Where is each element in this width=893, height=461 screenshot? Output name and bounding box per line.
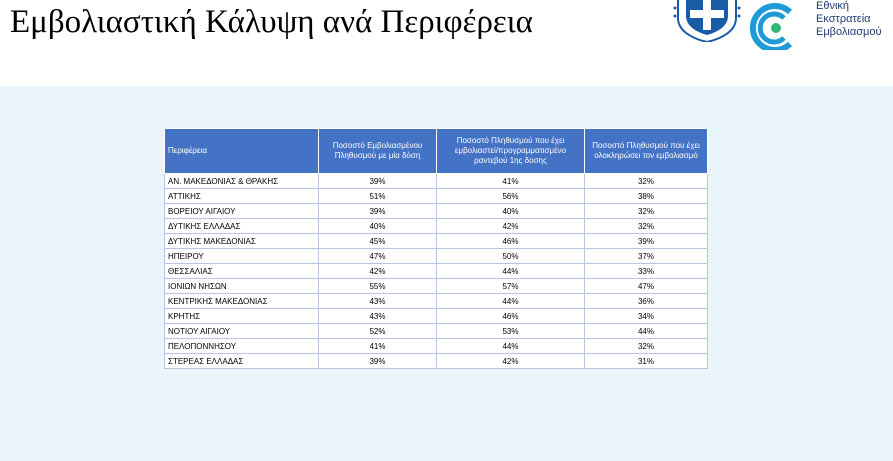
- region-cell: ΚΡΗΤΗΣ: [165, 309, 319, 324]
- campaign-brand-text: [816, 0, 881, 39]
- greek-state-emblem-icon: [672, 0, 742, 42]
- table-row: [165, 279, 708, 294]
- region-cell: ΑΤΤΙΚΗΣ: [165, 189, 319, 204]
- one-dose-cell: 40%: [319, 219, 437, 234]
- region-cell: ΙΟΝΙΩΝ ΝΗΣΩΝ: [165, 279, 319, 294]
- region-cell: ΔΥΤΙΚΗΣ ΜΑΚΕΔΟΝΙΑΣ: [165, 234, 319, 249]
- one-dose-cell: 55%: [319, 279, 437, 294]
- scheduled-first-dose-cell: 42%: [437, 354, 585, 369]
- table-row: [165, 264, 708, 279]
- scheduled-first-dose-cell: 40%: [437, 204, 585, 219]
- scheduled-first-dose-cell: 46%: [437, 309, 585, 324]
- region-cell: ΑΝ. ΜΑΚΕΔΟΝΙΑΣ & ΘΡΑΚΗΣ: [165, 174, 319, 189]
- one-dose-cell: 52%: [319, 324, 437, 339]
- one-dose-cell: 39%: [319, 174, 437, 189]
- fully-vaccinated-cell: 44%: [585, 324, 708, 339]
- fully-vaccinated-cell: 39%: [585, 234, 708, 249]
- scheduled-first-dose-cell: 53%: [437, 324, 585, 339]
- table-row: [165, 174, 708, 189]
- fully-vaccinated-cell: 32%: [585, 219, 708, 234]
- table-row: [165, 339, 708, 354]
- column-header-region: Περιφέρεια: [165, 129, 319, 174]
- region-cell: ΚΕΝΤΡΙΚΗΣ ΜΑΚΕΔΟΝΙΑΣ: [165, 294, 319, 309]
- brand-line: Εμβολιασμού: [816, 26, 882, 38]
- table-row: [165, 189, 708, 204]
- column-header-fully-vaccinated: Ποσοστό Πληθυσμού που έχει ολοκληρώσει τον εμβολιασμό: [585, 129, 708, 174]
- header: [0, 0, 893, 86]
- table-row: [165, 324, 708, 339]
- one-dose-cell: 43%: [319, 309, 437, 324]
- scheduled-first-dose-cell: 42%: [437, 219, 585, 234]
- fully-vaccinated-cell: 32%: [585, 204, 708, 219]
- fully-vaccinated-cell: 38%: [585, 189, 708, 204]
- table-row: [165, 249, 708, 264]
- scheduled-first-dose-cell: 41%: [437, 174, 585, 189]
- region-cell: ΗΠΕΙΡΟΥ: [165, 249, 319, 264]
- scheduled-first-dose-cell: 56%: [437, 189, 585, 204]
- page-title: Εμβολιαστική Κάλυψη ανά Περιφέρεια: [10, 4, 533, 40]
- one-dose-cell: 51%: [319, 189, 437, 204]
- table-row: [165, 234, 708, 249]
- table-header-row: [165, 129, 708, 174]
- vaccination-campaign-logo-icon: [746, 0, 808, 50]
- column-header-one-dose: Ποσοστό Εμβολιασμένου Πληθυσμού με μία δόση: [319, 129, 437, 174]
- fully-vaccinated-cell: 33%: [585, 264, 708, 279]
- table-row: [165, 309, 708, 324]
- one-dose-cell: 41%: [319, 339, 437, 354]
- one-dose-cell: 39%: [319, 354, 437, 369]
- region-cell: ΘΕΣΣΑΛΙΑΣ: [165, 264, 319, 279]
- table-row: [165, 294, 708, 309]
- one-dose-cell: 45%: [319, 234, 437, 249]
- one-dose-cell: 39%: [319, 204, 437, 219]
- fully-vaccinated-cell: 32%: [585, 174, 708, 189]
- scheduled-first-dose-cell: 50%: [437, 249, 585, 264]
- brand-line: Εκστρατεία: [816, 13, 871, 25]
- fully-vaccinated-cell: 32%: [585, 339, 708, 354]
- column-header-scheduled-first-dose: Ποσοστό Πληθυσμού που έχει εμβολιαστεί/προγραμματισμένο ραντεβού 1ης δοσης: [437, 129, 585, 174]
- one-dose-cell: 43%: [319, 294, 437, 309]
- fully-vaccinated-cell: 34%: [585, 309, 708, 324]
- scheduled-first-dose-cell: 44%: [437, 264, 585, 279]
- scheduled-first-dose-cell: 44%: [437, 339, 585, 354]
- table-row: [165, 219, 708, 234]
- scheduled-first-dose-cell: 57%: [437, 279, 585, 294]
- vaccination-coverage-table: [164, 128, 708, 369]
- one-dose-cell: 47%: [319, 249, 437, 264]
- region-cell: ΣΤΕΡΕΑΣ ΕΛΛΑΔΑΣ: [165, 354, 319, 369]
- region-cell: ΠΕΛΟΠΟΝΝΗΣΟΥ: [165, 339, 319, 354]
- fully-vaccinated-cell: 31%: [585, 354, 708, 369]
- region-cell: ΔΥΤΙΚΗΣ ΕΛΛΑΔΑΣ: [165, 219, 319, 234]
- scheduled-first-dose-cell: 44%: [437, 294, 585, 309]
- one-dose-cell: 42%: [319, 264, 437, 279]
- content-area: [0, 86, 893, 461]
- fully-vaccinated-cell: 36%: [585, 294, 708, 309]
- table-row: [165, 204, 708, 219]
- scheduled-first-dose-cell: 46%: [437, 234, 585, 249]
- region-cell: ΝΟΤΙΟΥ ΑΙΓΑΙΟΥ: [165, 324, 319, 339]
- fully-vaccinated-cell: 37%: [585, 249, 708, 264]
- brand-line: Εθνική: [816, 0, 850, 12]
- table-row: [165, 354, 708, 369]
- region-cell: ΒΟΡΕΙΟΥ ΑΙΓΑΙΟΥ: [165, 204, 319, 219]
- fully-vaccinated-cell: 47%: [585, 279, 708, 294]
